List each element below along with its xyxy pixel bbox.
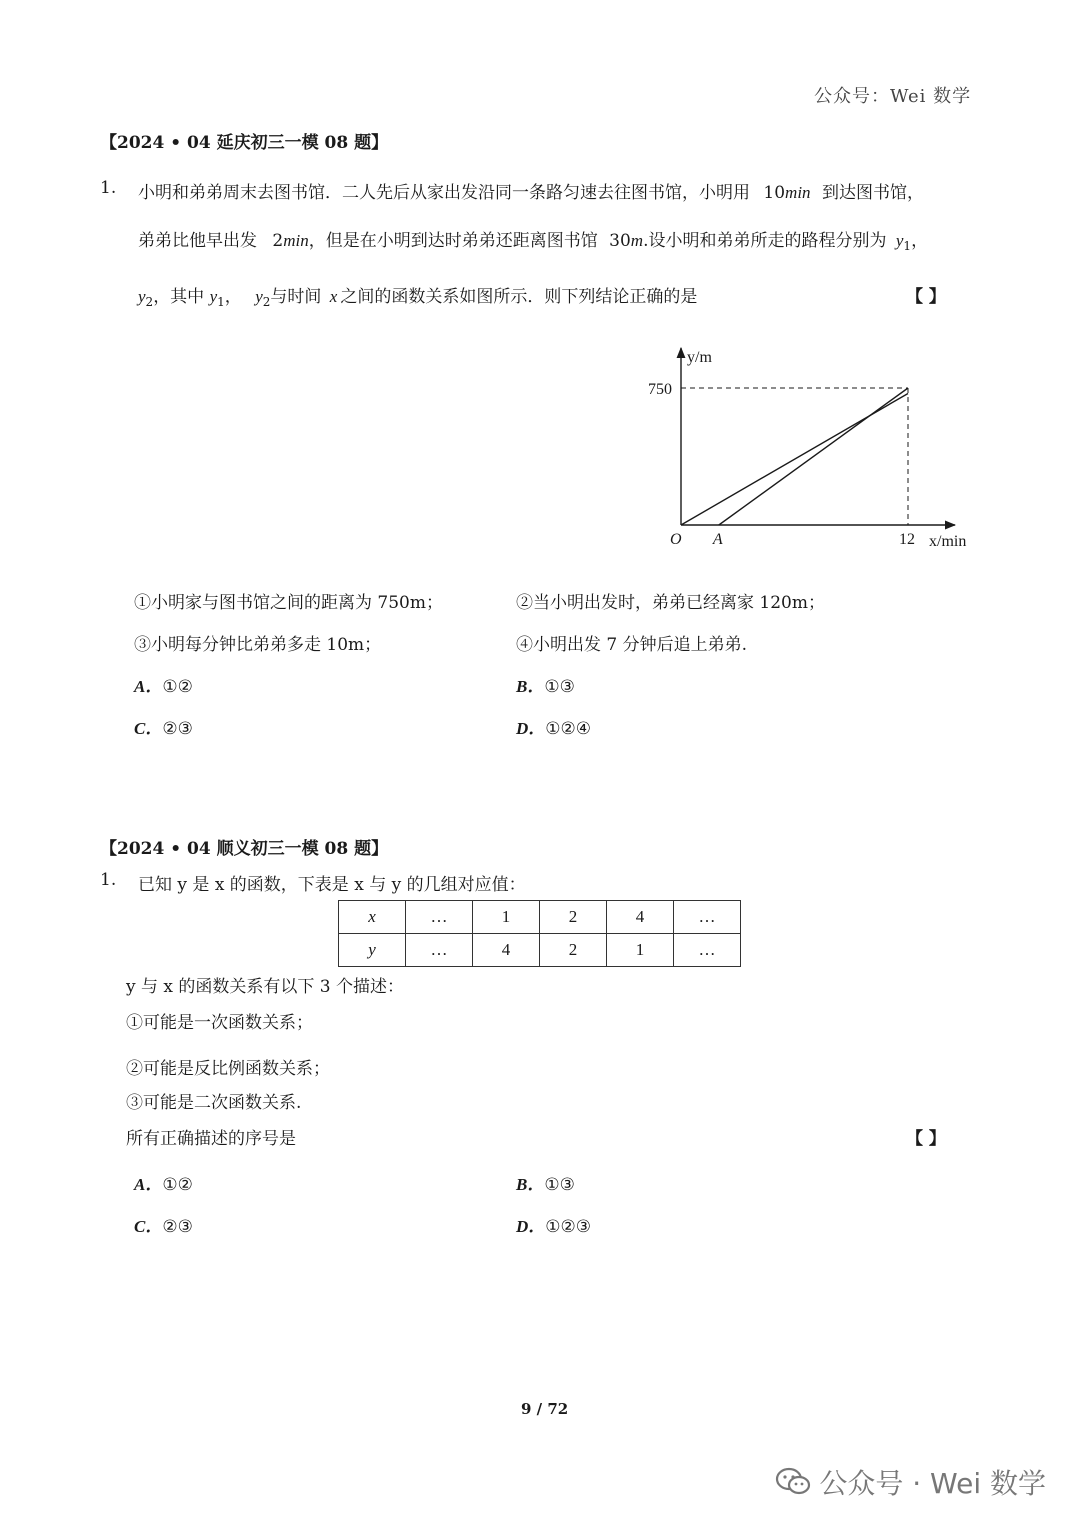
q1-answer-bracket: 【 】: [906, 287, 946, 307]
table-cell: 4: [607, 901, 674, 934]
q2-item-3: ③可能是二次函数关系.: [126, 1093, 302, 1113]
table-cell: …: [406, 934, 473, 967]
q1-choice-c[interactable]: C．②③: [134, 719, 193, 739]
q1-choice-d[interactable]: D．①②④: [516, 719, 592, 739]
q2-source: 【2024 • 04 顺义初三一模 08 题】: [100, 839, 389, 859]
x-tick-12: 12: [899, 531, 915, 548]
wechat-icon: [775, 1467, 811, 1504]
table-cell: 1: [607, 934, 674, 967]
q1-line1: 小明和弟弟周末去图书馆．二人先后从家出发沿同一条路匀速去往图书馆，小明用 10min 到达图书馆，: [138, 183, 924, 203]
header-watermark: 公众号：Wei 数学: [814, 86, 972, 107]
x-axis-label: x/min: [929, 533, 967, 550]
q1-line2: 弟弟比他早出发 2min，但是在小明到达时弟弟还距离图书馆 30m.设小明和弟弟所走的路程分别为 $y_1$，: [138, 231, 929, 253]
q2-intro: 已知 y 是 x 的函数，下表是 x 与 y 的几组对应值：: [138, 875, 526, 895]
q2-item-2: ②可能是反比例函数关系；: [126, 1059, 330, 1079]
table-cell: x: [339, 901, 406, 934]
q2-item-1: ①可能是一次函数关系；: [126, 1013, 313, 1033]
table-row: [339, 901, 741, 934]
q1-choice-b[interactable]: B．①③: [516, 677, 575, 697]
q1-line3: $y_2$，其中 $y_1$， $y_2$与时间 x 之间的函数关系如图所示．则下列结论正确的是: [138, 287, 698, 309]
q2-choice-c[interactable]: C．②③: [134, 1217, 193, 1237]
q2-value-table: [338, 900, 741, 967]
y-axis-label: y/m: [687, 349, 712, 366]
q1-chart: [640, 340, 980, 560]
table-cell: …: [674, 934, 741, 967]
q2-choice-a[interactable]: A．①②: [134, 1175, 193, 1195]
table-cell: 2: [540, 901, 607, 934]
table-cell: 2: [540, 934, 607, 967]
table-cell: y: [339, 934, 406, 967]
table-cell: 4: [473, 934, 540, 967]
table-row: [339, 934, 741, 967]
table-cell: 1: [473, 901, 540, 934]
q2-number: 1.: [100, 870, 117, 890]
q1-choice-a[interactable]: A．①②: [134, 677, 193, 697]
q1-number: 1.: [100, 178, 117, 198]
footer-watermark: 公众号 · Wei 数学: [775, 1462, 1046, 1504]
point-a-label: A: [712, 531, 723, 548]
table-cell: …: [406, 901, 473, 934]
statement-4: ④小明出发 7 分钟后追上弟弟.: [516, 635, 748, 655]
q2-choice-d[interactable]: D．①②③: [516, 1217, 592, 1237]
y-tick-750: 750: [648, 381, 672, 398]
table-cell: …: [674, 901, 741, 934]
q2-description: y 与 x 的函数关系有以下 3 个描述：: [126, 977, 405, 997]
q2-choice-b[interactable]: B．①③: [516, 1175, 575, 1195]
q1-source: 【2024 • 04 延庆初三一模 08 题】: [100, 133, 389, 153]
page-number: 9 / 72: [521, 1400, 569, 1418]
q2-answer-bracket: 【 】: [906, 1129, 946, 1149]
origin-label: O: [670, 531, 682, 548]
series-brother: [719, 388, 908, 525]
statement-3: ③小明每分钟比弟弟多走 10m；: [134, 635, 382, 655]
statement-1: ①小明家与图书馆之间的距离为 750m；: [134, 593, 443, 613]
statement-2: ②当小明出发时，弟弟已经离家 120m；: [516, 593, 825, 613]
q2-prompt: 所有正确描述的序号是: [126, 1129, 296, 1149]
